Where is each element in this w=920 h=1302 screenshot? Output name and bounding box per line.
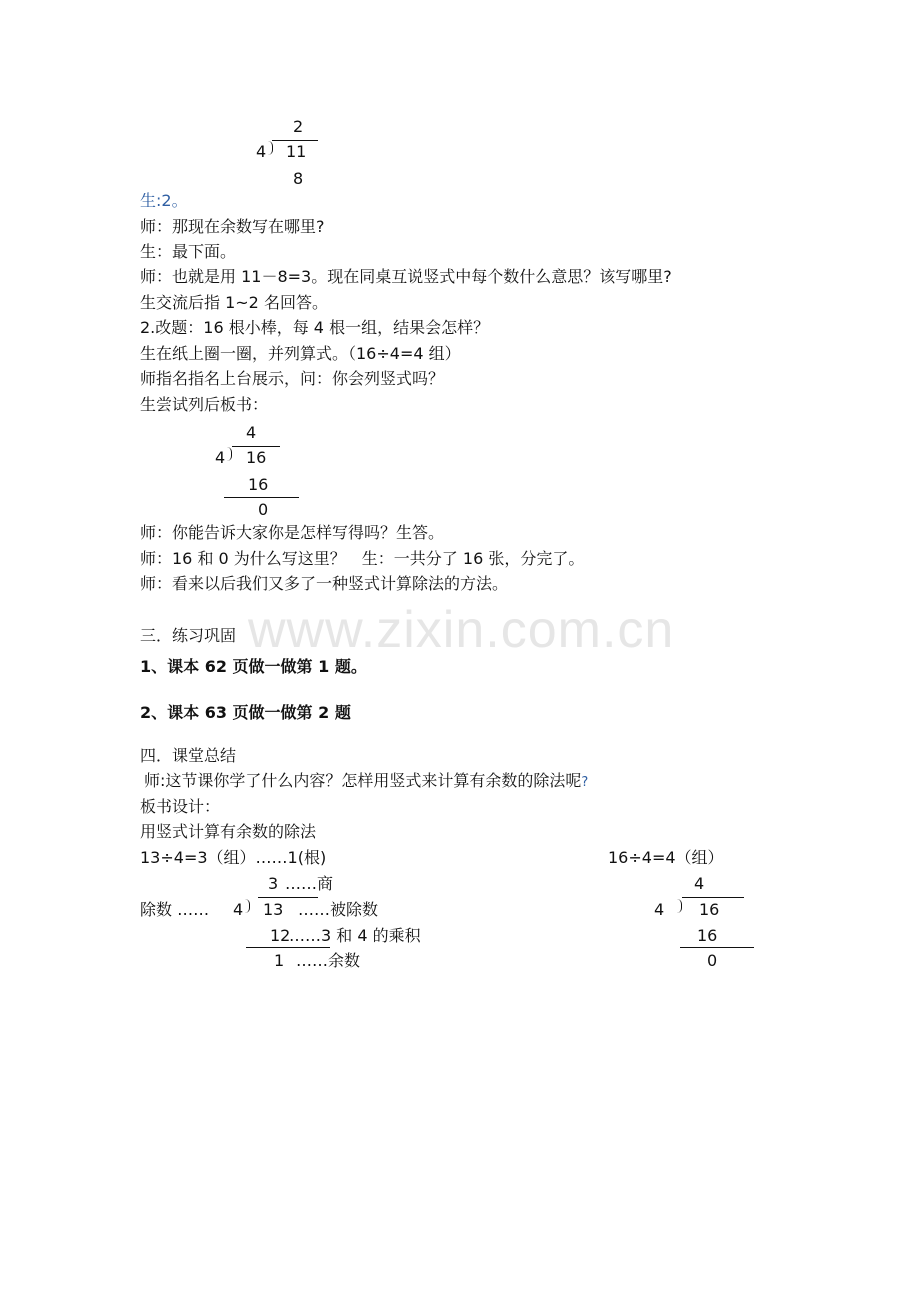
- dialog-line: 师：看来以后我们又多了一种竖式计算除法的方法。: [140, 574, 509, 593]
- dialog-line: 2.改题：16 根小棒，每 4 根一组，结果会怎样？: [140, 318, 490, 337]
- section-heading: 三．练习巩固: [140, 626, 237, 645]
- board-right-bar: [682, 897, 744, 898]
- board-right-product: 16: [697, 926, 718, 945]
- board-left-subtract-line: [246, 947, 330, 948]
- calc2-product: 16: [248, 475, 269, 494]
- exercise-item: 1、课本 62 页做一做第 1 题。: [140, 657, 367, 676]
- board-left-equation: 13÷4=3（组）……1(根): [140, 848, 327, 867]
- board-left-bar: [258, 897, 318, 898]
- calc1-bracket: [268, 141, 273, 155]
- board-left-dividend: 13: [263, 900, 284, 919]
- board-title: 用竖式计算有余数的除法: [140, 822, 317, 841]
- calc1-divisor: 4: [256, 142, 267, 161]
- dialog-line: 生尝试列后板书：: [140, 395, 269, 414]
- watermark-text: www.zixin.com.cn: [248, 601, 675, 659]
- calc2-divisor: 4: [215, 448, 226, 467]
- board-left-bracket: [245, 899, 250, 913]
- dialog-line: 生：最下面。: [140, 242, 237, 261]
- teacher-question-mark: ?: [581, 775, 589, 790]
- board-left-quotient: 3: [268, 874, 279, 893]
- board-left-divisor-label: 除数 ……: [140, 900, 210, 919]
- board-right-subtract-line: [680, 947, 754, 948]
- calc2-subtract-line: [224, 497, 299, 498]
- board-left-remainder: 1: [274, 951, 285, 970]
- calc2-bracket: [227, 447, 232, 461]
- board-right-dividend: 16: [699, 900, 720, 919]
- board-left-divisor: 4: [233, 900, 244, 919]
- dialog-line: 师：那现在余数写在哪里?: [140, 217, 325, 236]
- calc1-product: 8: [293, 169, 304, 188]
- dialog-line: 师指名指名上台展示，问：你会列竖式吗？: [140, 369, 445, 388]
- board-right-divisor: 4: [654, 900, 665, 919]
- board-left-product: 12: [270, 926, 291, 945]
- calc2-bar: [232, 446, 280, 447]
- board-left-remainder-note: ……余数: [296, 951, 361, 970]
- dialog-line: 生交流后指 1~2 名回答。: [140, 293, 328, 312]
- board-left-product-note: ……3 和 4 的乘积: [289, 926, 421, 945]
- calc1-dividend: 11: [286, 142, 307, 161]
- calc2-remainder: 0: [258, 500, 269, 519]
- dialog-line: 生:2。: [140, 191, 188, 210]
- calc2-quotient: 4: [246, 423, 257, 442]
- board-right-bracket: [677, 899, 682, 913]
- dialog-line: 师：也就是用 11－8=3。现在同桌互说竖式中每个数什么意思？该写哪里?: [140, 267, 672, 286]
- board-label: 板书设计：: [140, 797, 221, 816]
- teacher-question: [144, 770, 588, 794]
- board-left-dividend-note: ……被除数: [298, 900, 379, 919]
- calc2-dividend: 16: [246, 448, 267, 467]
- board-right-remainder: 0: [707, 951, 718, 970]
- dialog-line: 师：16 和 0 为什么写这里？ 生：一共分了 16 张，分完了。: [140, 549, 585, 568]
- dialog-line: 生在纸上圈一圈，并列算式。（16÷4=4 组）: [140, 344, 461, 363]
- dialog-line: 师：你能告诉大家你是怎样写得吗？生答。: [140, 523, 445, 542]
- board-right-equation: 16÷4=4（组）: [608, 848, 724, 867]
- calc1-bar: [272, 140, 318, 141]
- section-heading: 四．课堂总结: [140, 746, 237, 765]
- calc1-quotient: 2: [293, 117, 304, 136]
- board-left-quotient-note: ……商: [285, 874, 334, 893]
- exercise-item: 2、课本 63 页做一做第 2 题: [140, 703, 351, 722]
- board-right-quotient: 4: [694, 874, 705, 893]
- teacher-question-text: 师:这节课你学了什么内容？怎样用竖式来计算有余数的除法呢: [144, 771, 582, 790]
